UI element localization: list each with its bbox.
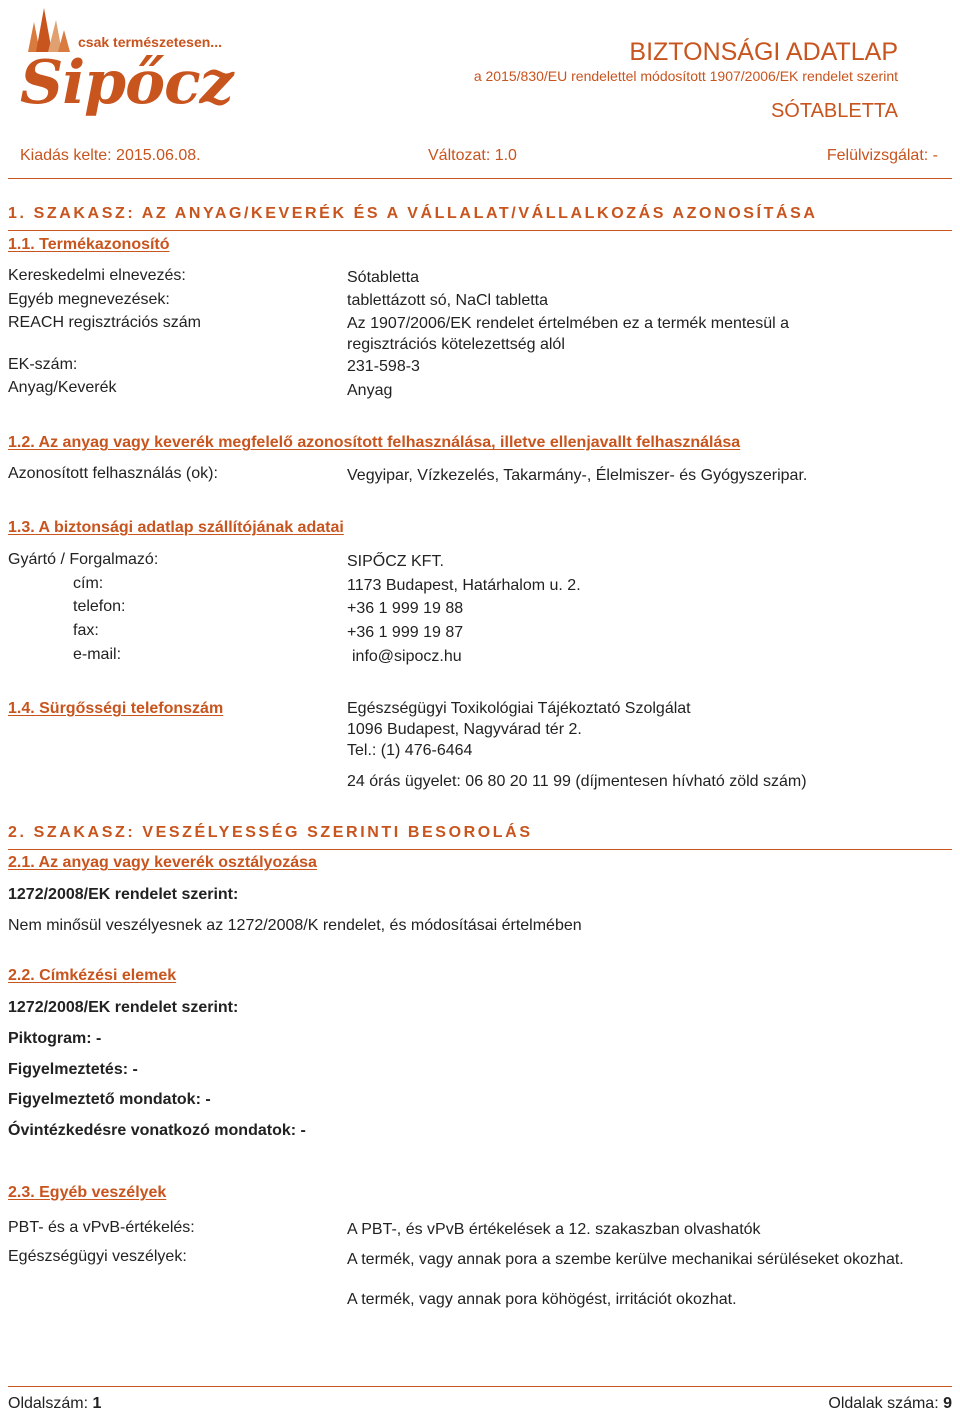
- section-1-2-title: 1.2. Az anyag vagy keverék megfelelő azonosított felhasználása, illetve ellenjavallt felhasználása: [8, 434, 741, 451]
- page-number-label: Oldalszám:: [8, 1395, 89, 1412]
- labelling-regulation: 1272/2008/EK rendelet szerint:: [8, 999, 239, 1016]
- health-hazards-value-2: A termék, vagy annak pora köhögést, irritációt okozhat.: [347, 1291, 737, 1308]
- poison-center-address: 1096 Budapest, Nagyvárad tér 2.: [347, 721, 582, 738]
- section-1-3-title: 1.3. A biztonsági adatlap szállítójának adatai: [8, 519, 344, 536]
- trade-name-value: Sótabletta: [347, 269, 420, 286]
- poison-center-hotline: 24 órás ügyelet: 06 80 20 11 99 (díjmentesen hívható zöld szám): [347, 773, 807, 790]
- phone-label: telefon:: [73, 598, 126, 615]
- fax-value: +36 1 999 19 87: [347, 624, 464, 641]
- footer-rule: [8, 1386, 952, 1387]
- ec-number-label: EK-szám:: [8, 356, 78, 373]
- ec-number-value: 231-598-3: [347, 358, 420, 375]
- phone-value: +36 1 999 19 88: [347, 600, 464, 617]
- section-1-rule: [8, 230, 952, 231]
- revision: Felülvizsgálat: -: [826, 147, 938, 164]
- precautionary-statements: Óvintézkedésre vonatkozó mondatok: -: [8, 1122, 306, 1139]
- logo-tagline: csak természetesen...: [78, 34, 222, 50]
- classification-text: Nem minősül veszélyesnek az 1272/2008/K rendelet, és módosításai értelmében: [8, 917, 582, 934]
- section-1-4-title: 1.4. Sürgősségi telefonszám: [8, 700, 224, 717]
- total-pages-value: 9: [943, 1395, 952, 1412]
- fax-label: fax:: [73, 622, 99, 639]
- logo-wordmark: Sipőcz: [20, 48, 233, 118]
- regulation-subtitle: a 2015/830/EU rendelettel módosított 1907/2006/EK rendelet szerint: [473, 68, 898, 84]
- crystal-icon: [20, 4, 80, 54]
- reach-value-line-1: Az 1907/2006/EK rendelet értelmében ez a termék mentesül a: [347, 315, 790, 332]
- product-name: SÓTABLETTA: [770, 100, 898, 122]
- total-pages: [828, 1395, 952, 1413]
- health-hazards-label: Egészségügyi veszélyek:: [8, 1248, 187, 1265]
- document-title: BIZTONSÁGI ADATLAP: [629, 38, 898, 66]
- identified-uses-value: Vegyipar, Vízkezelés, Takarmány-, Élelmiszer- és Gyógyszeripar.: [347, 467, 808, 484]
- section-2-3-title: 2.3. Egyéb veszélyek: [8, 1184, 167, 1201]
- section-2-2-title: 2.2. Címkézési elemek: [8, 967, 177, 984]
- other-names-label: Egyéb megnevezések:: [8, 291, 170, 308]
- trade-name-label: Kereskedelmi elnevezés:: [8, 267, 186, 284]
- other-names-value: tablettázott só, NaCl tabletta: [347, 292, 548, 309]
- poison-center-phone: Tel.: (1) 476-6464: [347, 742, 473, 759]
- version: Változat: 1.0: [428, 147, 517, 164]
- section-1-1-title: 1.1. Termékazonosító: [8, 236, 170, 253]
- poison-center-name: Egészségügyi Toxikológiai Tájékoztató Szolgálat: [347, 700, 691, 717]
- address-label: cím:: [73, 575, 104, 592]
- substance-value: Anyag: [347, 382, 393, 399]
- page-number: [8, 1395, 101, 1413]
- header-rule: [8, 178, 952, 179]
- supplier-label: Gyártó / Forgalmazó:: [8, 551, 159, 568]
- section-2-title: 2. SZAKASZ: VESZÉLYESSÉG SZERINTI BESOROLÁS: [8, 824, 533, 841]
- issue-date: Kiadás kelte: 2015.06.08.: [20, 147, 201, 164]
- signal-word: Figyelmeztetés: -: [8, 1061, 138, 1078]
- health-hazards-value-1: A termék, vagy annak pora a szembe kerülve mechanikai sérüléseket okozhat.: [347, 1251, 904, 1268]
- company-logo: [18, 4, 233, 124]
- identified-uses-label: Azonosított felhasználás (ok):: [8, 465, 218, 482]
- email-link[interactable]: info@sipocz.hu: [352, 648, 462, 665]
- reach-value-line-2: regisztrációs kötelezettség alól: [347, 336, 565, 353]
- reach-label: REACH regisztrációs szám: [8, 314, 201, 331]
- address-value: 1173 Budapest, Határhalom u. 2.: [347, 577, 581, 594]
- page-number-value: 1: [92, 1395, 102, 1412]
- substance-label: Anyag/Keverék: [8, 379, 117, 396]
- classification-regulation: 1272/2008/EK rendelet szerint:: [8, 886, 239, 903]
- section-2-rule: [8, 849, 952, 850]
- pictogram: Piktogram: -: [8, 1030, 102, 1047]
- total-pages-label: Oldalak száma:: [828, 1395, 939, 1412]
- section-1-title: 1. SZAKASZ: AZ ANYAG/KEVERÉK ÉS A VÁLLALAT/VÁLLALKOZÁS AZONOSÍTÁSA: [8, 205, 818, 222]
- hazard-statements: Figyelmeztető mondatok: -: [8, 1091, 211, 1108]
- pbt-label: PBT- és a vPvB-értékelés:: [8, 1219, 195, 1236]
- pbt-value: A PBT-, és vPvB értékelések a 12. szakaszban olvashatók: [347, 1221, 761, 1238]
- section-2-1-title: 2.1. Az anyag vagy keverék osztályozása: [8, 854, 317, 871]
- supplier-value: SIPŐCZ KFT.: [347, 553, 444, 570]
- email-label: e-mail:: [73, 646, 122, 663]
